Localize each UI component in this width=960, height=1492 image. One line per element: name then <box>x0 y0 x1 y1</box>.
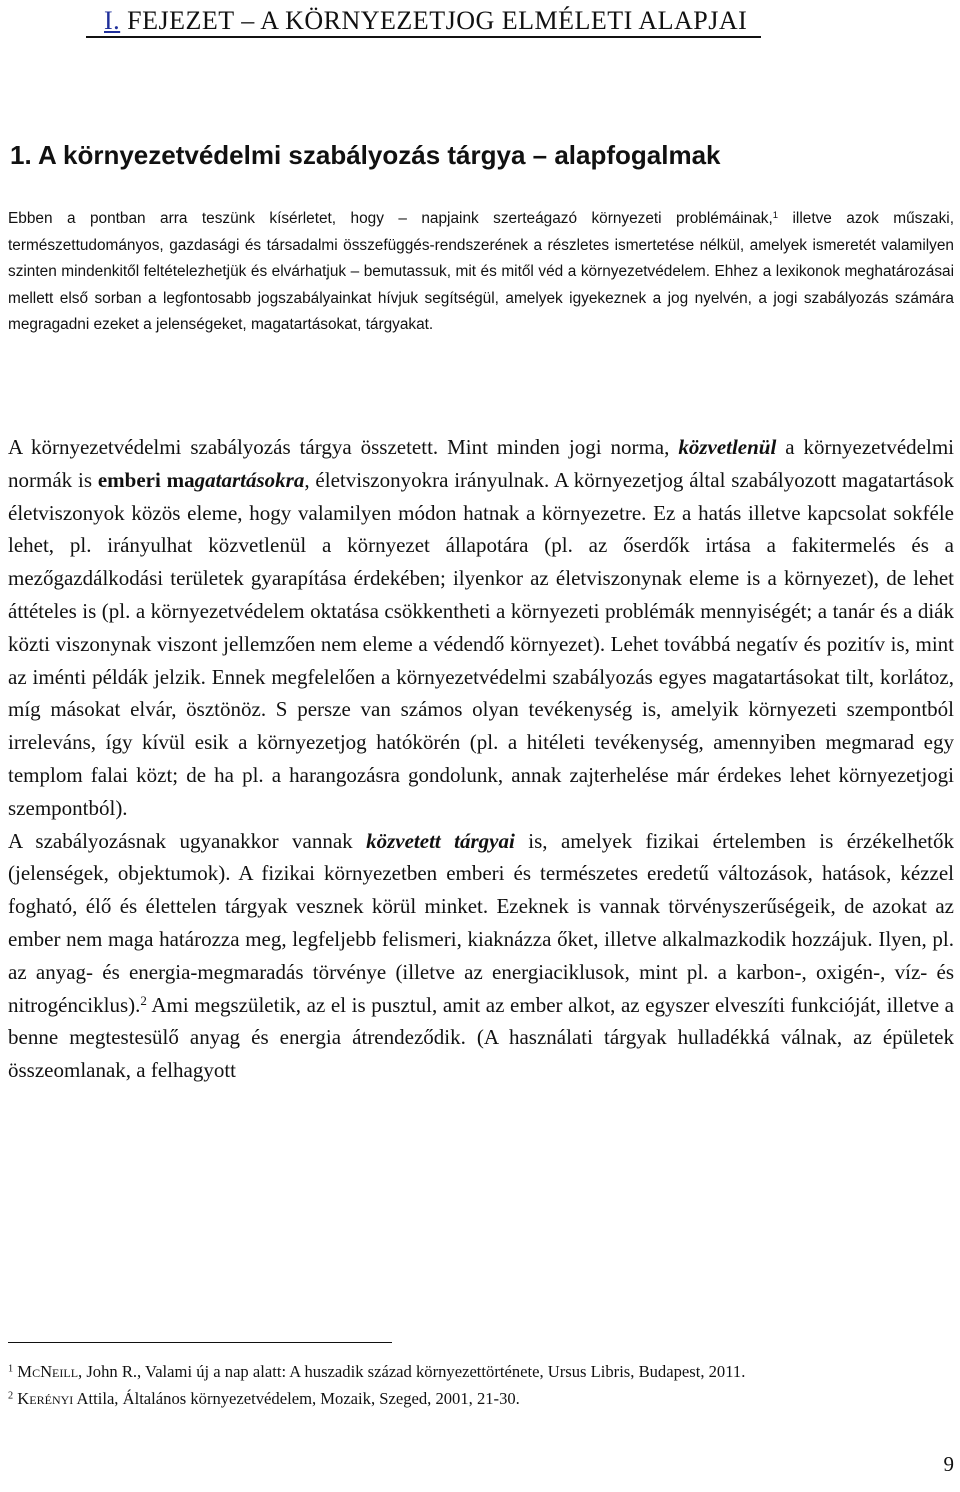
intro-text-part1: Ebben a pontban arra teszünk kísérletet, hogy – napjaink szerteágazó környezeti problémáinak, <box>8 210 773 227</box>
page-number: 9 <box>943 1452 954 1476</box>
footnote-1-text: , John R., Valami új a nap alatt: A huszadik század környezettörténete, Ursus Libris, Budapest, 2011. <box>78 1362 746 1381</box>
p2-text-c: Ami megszületik, az el is pusztul, amit az ember alkot, az egyszer elveszíti funkcióját, illetve a benne megtestesülő anyag és energia átrendeződik. (A használati tárgyak hulladékká válnak, az épületek összeomlanak, a felhagyott <box>8 992 954 1083</box>
footnote-2-author-initial: K <box>17 1389 30 1408</box>
footnote-1-author-initial: M <box>17 1362 33 1381</box>
p1-emphasis-behaviour: gatartásokra <box>194 467 305 492</box>
chapter-number: I. <box>104 6 121 35</box>
footnote-separator <box>8 1342 392 1343</box>
footnote-ref-2: 2 <box>140 992 147 1008</box>
footnote-2 <box>8 1385 954 1412</box>
p1-text-c: , életviszonyokra irányulnak. A környezetjog által szabályozott magatartások életviszonyok közös eleme, hogy valamilyen módon hatnak a környezetre. Ez a hatás illetve kapcsolat sokféle lehet, pl. irányulhat közvetlenül a környezet állapotára (pl. az őserdők irtása a fakitermelés és a mezőgazdálkodási területek gyarapítása érdekében; ilyenkor az életviszonynak eleme is a környezet), de lehet áttételes is (pl. a környezetvédelem oktatása csökkentheti a környezeti problémák mennyiségét; a tanár és a diák közti viszonynak viszont jellemzően nem eleme a védendő környezet). Lehet továbbá negatív és pozitív is, mint az iménti példák jelzik. Ennek megfelelően a környezetvédelmi szabályozás egyes magatartásokat tilt, korlátoz, míg másokat elvár, ösztönöz. S persze van számos olyan tevékenység is, amelyik környezeti szempontból irreleváns, így kívül esik a környezetjog hatókörén (pl. a hitéleti tevékenység, amennyiben megmarad egy templom falai közt; de ha pl. a harangozásra gondolunk, annak zajterhelése már érdekes lehet környezetjogi szempontból). <box>8 467 955 820</box>
section-heading: 1. A környezetvédelmi szabályozás tárgya – alapfogalmak <box>10 140 721 170</box>
paragraph-2 <box>8 825 954 1087</box>
paragraph-1 <box>8 431 954 825</box>
footnote-ref-1: 1 <box>772 209 779 221</box>
p1-text-a: A környezetvédelmi szabályozás tárgya összetett. Mint minden jogi norma, <box>8 435 679 459</box>
footnote-1-author-rest: cNeill <box>32 1362 79 1381</box>
body-text <box>8 431 954 1087</box>
intro-text-part2: illetve azok műszaki, természettudományos, gazdasági és társadalmi összefüggés-rendszerének a részletes ismertetése nélkül, amelyek ismeretét valamilyen szinten mindenkitől feltételezhetjük és elvárhatjuk – bemutassuk, mit és mitől véd a környezetvédelem. Ehhez a lexikonok meghatározásai mellett első sorban a legfontosabb jogszabályainkat hívjuk segítségül, amelyek igyekeznek a jog nyelvén, a jogi szabályozás számára megragadni ezeket a jelenségeket, magatartásokat, tárgyakat. <box>8 210 954 334</box>
chapter-heading <box>86 0 761 38</box>
p2-text-a: A szabályozásnak ugyanakkor vannak <box>8 828 367 853</box>
chapter-title: FEJEZET – A KÖRNYEZETJOG ELMÉLETI ALAPJAI <box>120 6 748 35</box>
footnote-2-text: Attila, Általános környezetvédelem, Mozaik, Szeged, 2001, 21-30. <box>73 1389 520 1408</box>
p2-emphasis-indirect: közvetett tárgyai <box>366 828 515 853</box>
footnote-2-number: 2 <box>8 1390 14 1402</box>
footnote-2-author-rest: erényi <box>29 1389 74 1408</box>
p1-emphasis-direct: közvetlenül <box>678 435 777 459</box>
footnote-1-number: 1 <box>8 1363 14 1375</box>
p1-bold-human: emberi ma <box>97 467 195 492</box>
footnotes <box>8 1358 954 1412</box>
p2-text-b: is, amelyek fizikai értelemben is érzékelhetők (jelenségek, objektumok). A fizikai környezetben emberi és természetes eredetű változások, hatások, kézzel fogható, élő és élettelen tárgyak vesznek körül minket. Ezeknek is vannak törvényszerűségeik, de azokat az ember nem maga határozza meg, legfeljebb felismeri, kiaknázza őket, illetve alkalmazkodik hozzájuk. Ilyen, pl. az anyag- és energia-megmaradás törvénye (illetve az energiaciklusok, mint pl. a karbon-, oxigén-, víz- és nitrogénciklus). <box>8 828 954 1017</box>
intro-paragraph <box>8 206 954 339</box>
footnote-1 <box>8 1358 954 1385</box>
p1-text-b: a környezetvédelmi normák is <box>8 435 954 492</box>
